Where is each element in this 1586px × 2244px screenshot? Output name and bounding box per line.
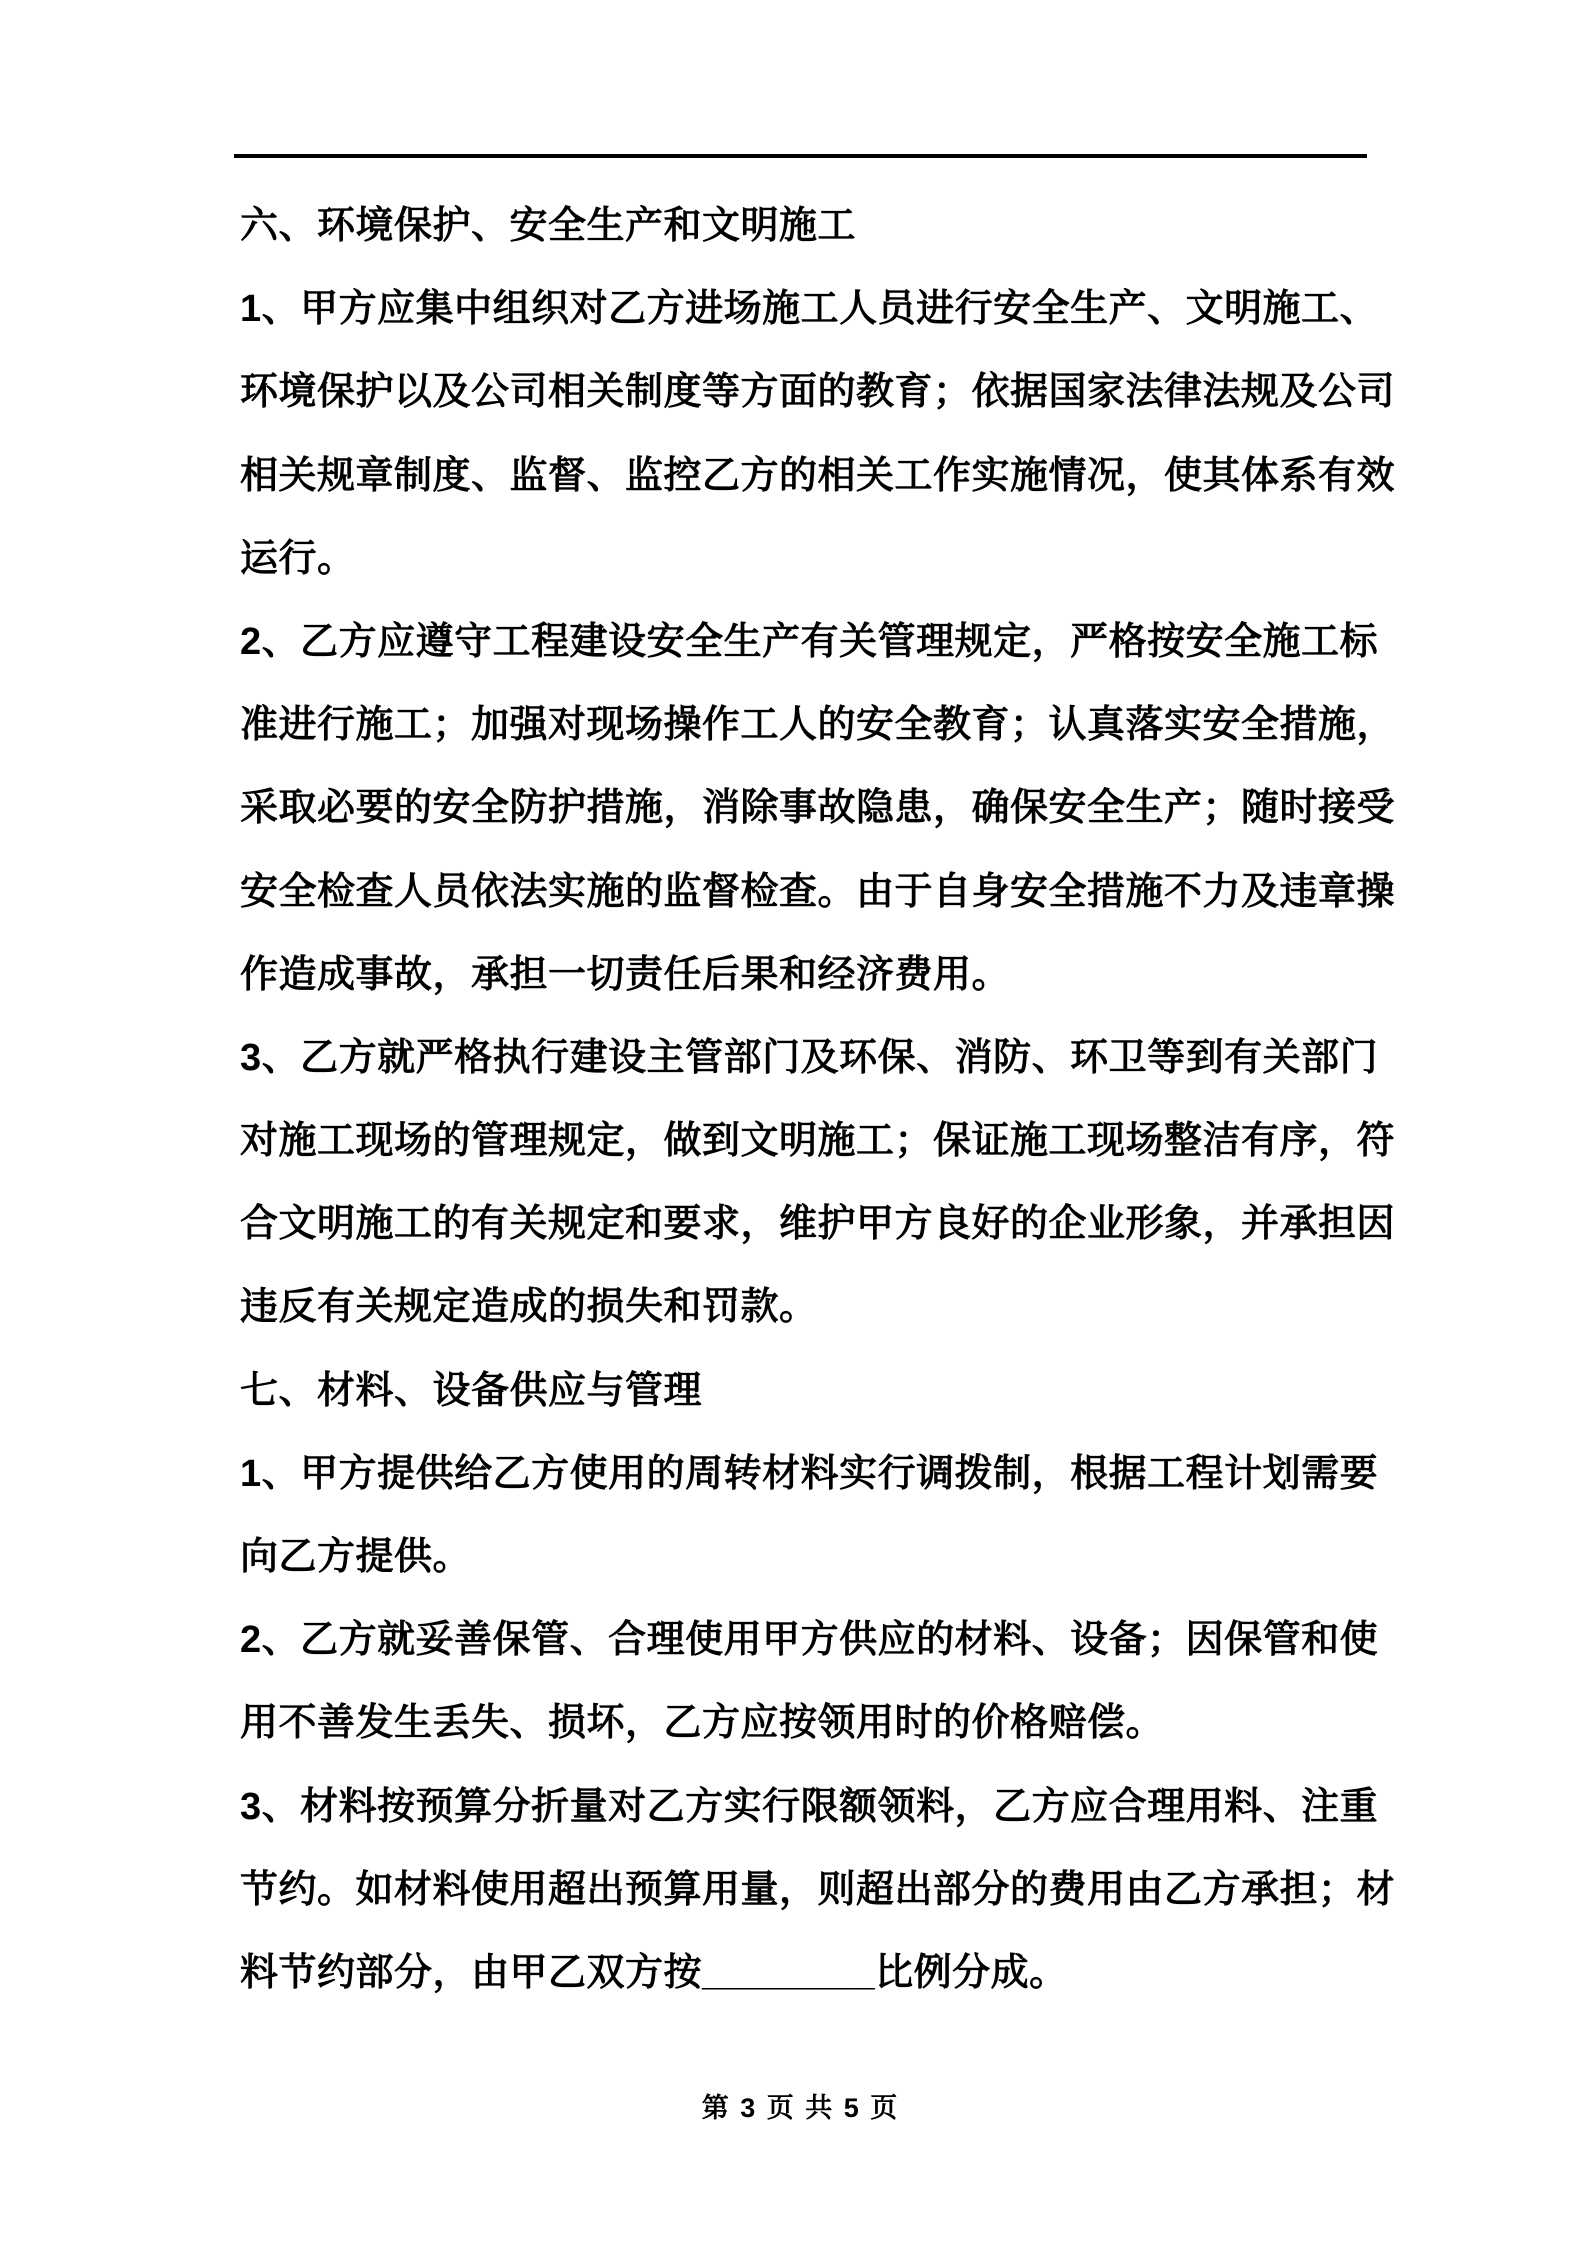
document-line: 2、乙方就妥善保管、合理使用甲方供应的材料、设备；因保管和使 [240,1619,1379,1662]
document-line: 向乙方提供。 [240,1536,472,1578]
document-line: 2、乙方应遵守工程建设安全生产有关管理规定，严格按安全施工标 [240,620,1379,663]
document-line: 相关规章制度、监督、监控乙方的相关工作实施情况，使其体系有效 [240,454,1396,497]
document-line-with-blank: 料节约部分，由甲乙双方按________比例分成。 [240,1951,1068,1994]
page-number: 第 3 页 共 5 页 [701,2093,900,2123]
document-line: 作造成事故，承担一切责任后果和经济费用。 [240,953,1011,996]
document-line: 采取必要的安全防护措施，消除事故隐患，确保安全生产；随时接受 [240,787,1396,830]
document-line: 环境保护以及公司相关制度等方面的教育；依据国家法律法规及公司 [240,371,1396,414]
document-line: 运行。 [240,537,356,580]
document-line: 安全检查人员依法实施的监督检查。由于自身安全措施不力及违章操 [240,870,1396,913]
document-line: 对施工现场的管理规定，做到文明施工；保证施工现场整洁有序，符 [240,1120,1396,1163]
document-line: 1、甲方应集中组织对乙方进场施工人员进行安全生产、文明施工、 [240,288,1379,331]
document-line: 3、材料按预算分折量对乙方实行限额领料，乙方应合理用料、注重 [240,1785,1379,1828]
header-rule [234,154,1367,158]
section-heading-environment-safety: 六、环境保护、安全生产和文明施工 [240,205,857,247]
document-line: 违反有关规定造成的损失和罚款。 [240,1286,818,1329]
document-body [240,185,1430,2015]
document-line: 3、乙方就严格执行建设主管部门及环保、消防、环卫等到有关部门 [240,1036,1379,1079]
section-heading-materials-equipment: 七、材料、设备供应与管理 [240,1369,703,1412]
document-line: 1、甲方提供给乙方使用的周转材料实行调拨制，根据工程计划需要 [240,1452,1379,1495]
document-line: 准进行施工；加强对现场操作工人的安全教育；认真落实安全措施， [240,704,1396,747]
document-line: 合文明施工的有关规定和要求，维护甲方良好的企业形象，并承担因 [240,1203,1396,1246]
document-line: 节约。如材料使用超出预算用量，则超出部分的费用由乙方承担；材 [240,1868,1396,1911]
document-line: 用不善发生丢失、损坏，乙方应按领用时的价格赔偿。 [240,1702,1165,1745]
